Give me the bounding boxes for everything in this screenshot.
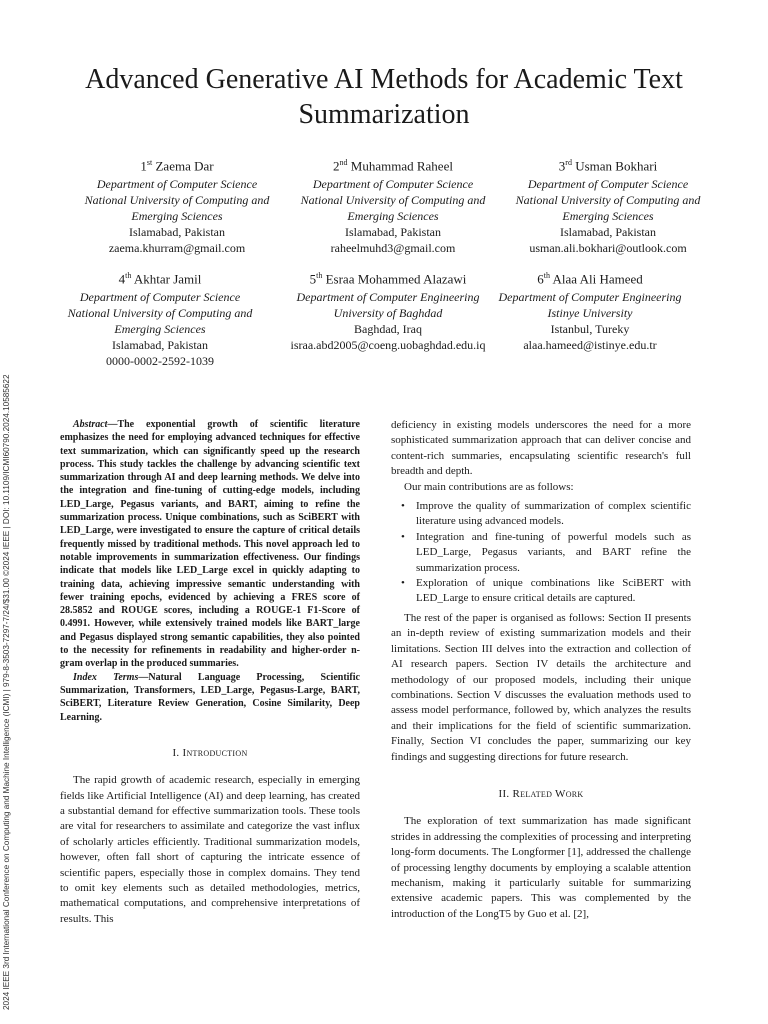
author-email: raheelmuhd3@gmail.com [330,241,456,256]
paragraph: The rest of the paper is organised as follows: Section II presents an in-depth review of existing summarization models and their limitations. Section III delves into the extraction and collection of AI research papers. Section IV details the architecture and methodology of our proposed models, including their unique combinations. Section V discusses the evaluation methods used to assess model performance, followed by, which analyzes the results and their implications for the field of scientific summarization. Finally, Section VI concludes the paper, summarizing our key findings and suggesting directions for future research. [391,611,691,763]
author-name: 5th Esraa Mohammed Alazawi [309,271,467,287]
author-department: Department of Computer Engineering [296,290,480,305]
author-location: Islamabad, Pakistan [345,225,441,240]
author-location: Islamabad, Pakistan [560,225,656,240]
list-item: • Improve the quality of summarization of complex scientific literature using advanced models. [401,500,691,528]
author-location: Islamabad, Pakistan [129,225,225,240]
author-department: Department of Computer Engineering [498,290,682,305]
author-name: 1st Zaema Dar [140,158,214,174]
author-block [263,268,513,353]
author-institution: Istinye University [547,306,633,321]
author-institution: National University of Computing and Emerging Sciences [515,193,701,224]
author-block [288,155,498,256]
index-terms [60,671,360,724]
index-terms-text: —Natural Language Processing, Scientific Summarization, Transformers, LED_Large, Pegasus-Large, BART, SciBERT, Literature Review Generation, Cosine Similarity, Deep Learning. [60,671,360,723]
abstract [60,418,360,671]
author-block [55,268,265,369]
author-department: Department of Computer Science [79,290,241,305]
author-department: Department of Computer Science [527,177,689,192]
right-column [391,418,691,922]
bullet-icon: • [401,577,405,590]
list-item: • Exploration of unique combinations like SciBERT with LED_Large to ensure critical details are captured. [401,577,691,605]
list-item: • Integration and fine-tuning of powerful models such as LED_Large, Pegasus variants, and BART refine the summarization process. [401,530,691,574]
bullet-icon: • [401,500,405,513]
bullet-icon: • [401,530,405,543]
contributions-intro: Our main contributions are as follows: [404,480,574,493]
contributions-list [391,499,691,607]
conference-sidebar-text: 2024 IEEE 3rd International Conference on Computing and Machine Intelligence (ICMI) | 979-8-3503-7297-7/24/$31.00 ©2024 IEEE | DOI: 10.1109/ICMI60790.2024.10585622 [2,374,11,1010]
paper-title: Advanced Generative AI Methods for Academic Text Summarization [85,64,683,130]
author-institution: University of Baghdad [333,306,443,321]
author-location: Baghdad, Iraq [354,322,422,337]
paragraph: deficiency in existing models underscores the need for a more sophisticated summarization approach that can deliver concise and content-rich summaries, encapsulating scientific research's full breadth and depth. [391,419,691,478]
author-institution: National University of Computing and Emerging Sciences [300,193,486,224]
index-terms-label: Index Terms [73,671,139,683]
paragraph: The rapid growth of academic research, especially in emerging fields like Artificial Intelligence (AI) and deep learning, has created a substantial demand for effective summarization tools. These tools are vital for researchers to assimilate and categorize the vast influx of scholarly articles efficiently. Traditional summarization models, however, often fall short of capturing the intricate essence of scientific papers, especially those in complex domains. They tend to omit key elements such as detailed methodologies, metrics, mathematical computations, and comprehensive interpretations of results. This [60,774,360,925]
author-email: usman.ali.bokhari@outlook.com [529,241,687,256]
author-email: israa.abd2005@coeng.uobaghdad.edu.iq [290,338,486,353]
author-block [503,155,713,256]
left-column [60,418,360,927]
author-name: 3rd Usman Bokhari [558,158,658,174]
author-location: Islamabad, Pakistan [112,338,208,353]
author-email: alaa.hameed@istinye.edu.tr [523,338,657,353]
author-department: Department of Computer Science [312,177,474,192]
author-department: Department of Computer Science [96,177,258,192]
section-heading-introduction: I. Introduction [172,746,248,759]
author-email: zaema.khurram@gmail.com [108,241,246,256]
author-institution: National University of Computing and Emerging Sciences [67,306,253,337]
author-name: 6th Alaa Ali Hameed [537,271,643,287]
author-block [72,155,282,256]
author-name: 2nd Muhammad Raheel [333,158,453,174]
abstract-text: —The exponential growth of scientific literature emphasizes the need for employing advanced techniques for effective text summarization, which can significantly speed up the research process. This study tackles the challenge by advancing scientific text summarization through AI and deep learning methods. We delve into the integration and fine-tuning of cutting-edge models, including LED_Large, Pegasus variants, and BART, aiming to refine the summarization process. Unique combinations, such as SciBERT with LED_Large, were investigated to ensure the capture of critical details frequently missed by traditional methods. This novel approach led to notable improvements in summarization effectiveness. Our findings indicate that models like LED_Large excel in quickly adapting to training data, achieving impressive semantic understanding with fewer training epochs, evidenced by achieving a FRES score of 28.5852 and ROUGE scores, including a ROUGE-1 F1-Score of 0.4991. However, while extensively trained models like BART_large and Pegasus displayed strong semantic capabilities, they also pointed to the necessity for refinements in readability and higher-order n-gram overlap in the produced summaries. [60,419,360,670]
author-location: Istanbul, Tureky [550,322,630,337]
abstract-label: Abstract [73,419,108,430]
author-name: 4th Akhtar Jamil [118,271,202,287]
author-institution: National University of Computing and Emerging Sciences [84,193,270,224]
paragraph: The exploration of text summarization has made significant strides in addressing the complexities of processing and interpreting long-form documents. The Longformer [1], addressed the challenge of processing lengthy documents by employing a scalable attention mechanism, making it particularly suitable for summarizing extensive academic papers. This was complemented by the introduction of the LongT5 by Guo et al. [2], [391,815,691,920]
section-heading-related-work: II. Related Work [498,787,584,800]
author-orcid: 0000-0002-2592-1039 [106,354,214,369]
author-block [487,268,693,353]
